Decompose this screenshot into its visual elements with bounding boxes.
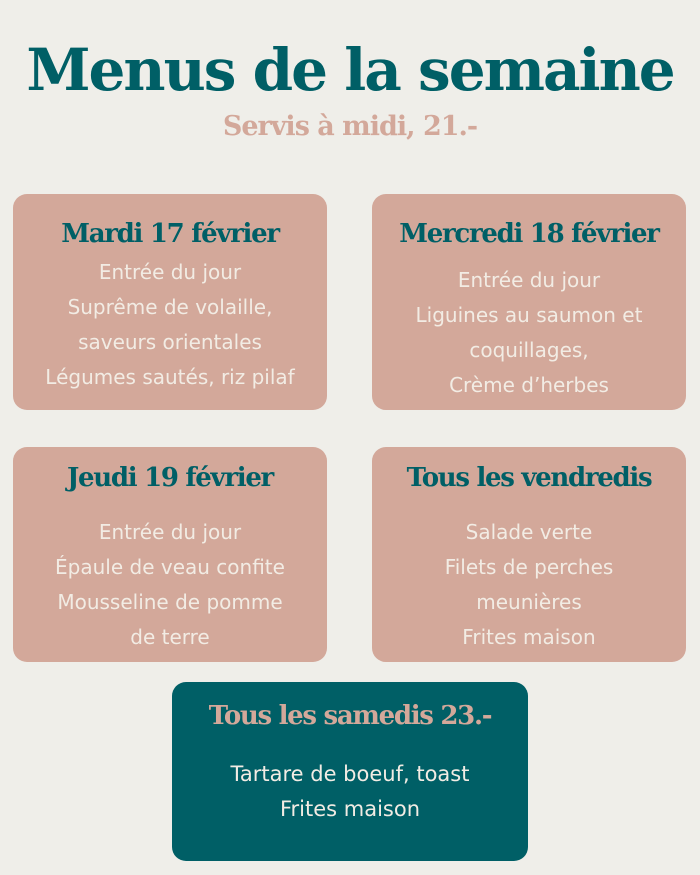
menu-card-title: Tous les samedis 23.- <box>208 701 492 731</box>
menu-item: Épaule de veau confite <box>55 555 285 579</box>
menu-item: meunières <box>476 590 582 614</box>
page-title: Menus de la semaine <box>26 36 674 104</box>
menu-card-title: Mercredi 18 février <box>399 219 659 249</box>
menu-item: Entrée du jour <box>457 268 601 292</box>
menu-card-title: Jeudi 19 février <box>67 463 273 493</box>
menu-card-saturday <box>172 682 528 861</box>
menu-item: Tartare de boeuf, toast <box>230 762 470 786</box>
menu-card-title: Mardi 17 février <box>61 219 279 249</box>
menu-item: Frites maison <box>279 797 421 821</box>
menu-card-thursday <box>13 447 327 662</box>
menu-item: saveurs orientales <box>78 330 262 354</box>
menu-items <box>372 263 686 403</box>
menu-item: Suprême de volaille, <box>67 295 273 319</box>
menu-item: Liguines au saumon et <box>415 303 643 327</box>
menu-card-title: Tous les vendredis <box>406 463 652 493</box>
menu-item: Entrée du jour <box>98 260 242 284</box>
menu-item: Légumes sautés, riz pilaf <box>45 365 295 389</box>
menu-items <box>13 515 327 655</box>
menu-item: Entrée du jour <box>98 520 242 544</box>
menu-items <box>372 515 686 655</box>
menu-item: Mousseline de pomme <box>57 590 283 614</box>
menu-item: coquillages, <box>469 338 589 362</box>
menu-item: Crème d’herbes <box>449 373 609 397</box>
menu-card-friday <box>372 447 686 662</box>
menu-item: Frites maison <box>462 625 596 649</box>
menu-item: Filets de perches <box>444 555 614 579</box>
menu-items <box>172 757 528 827</box>
menu-card-wednesday <box>372 194 686 410</box>
menu-items <box>13 255 327 395</box>
page-subtitle: Servis à midi, 21.- <box>222 111 478 142</box>
menu-card-tuesday <box>13 194 327 410</box>
menu-item: de terre <box>130 625 210 649</box>
menu-item: Salade verte <box>465 520 593 544</box>
